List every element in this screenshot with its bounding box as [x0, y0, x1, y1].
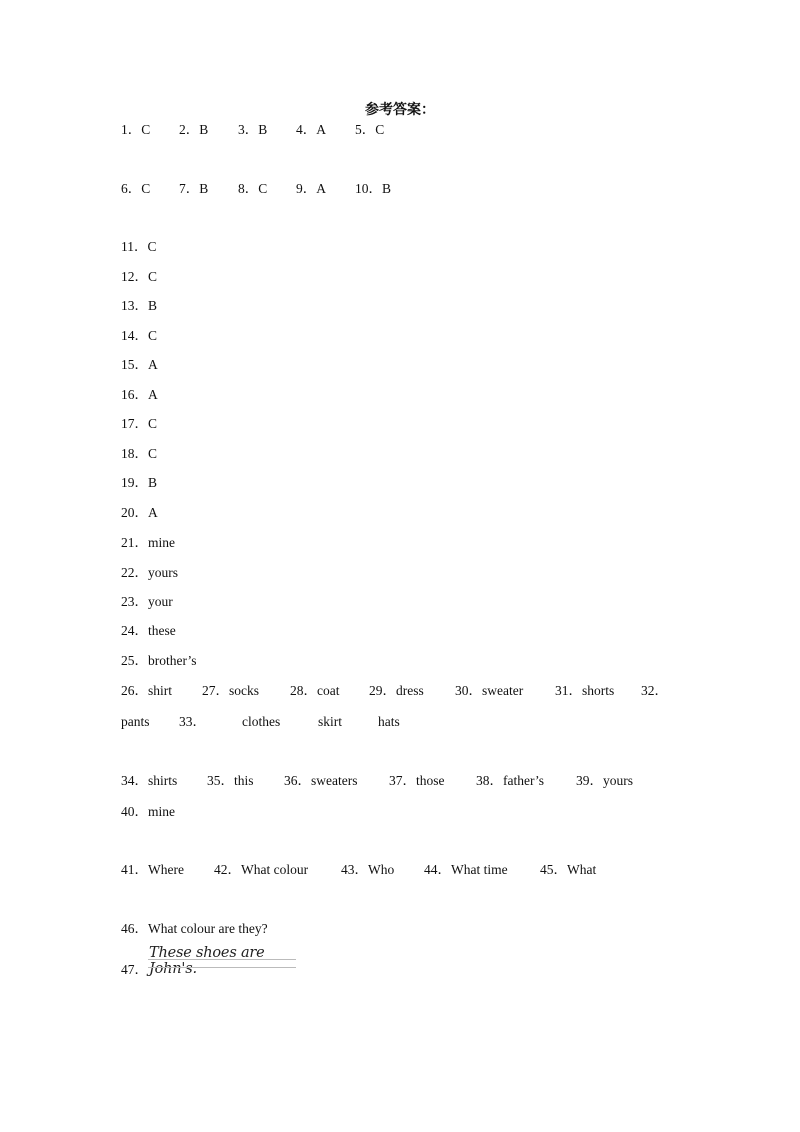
writing-guide-line-top: [148, 959, 296, 960]
answer-32-value: pants: [121, 714, 150, 729]
answer-28: 28．coat: [290, 683, 340, 698]
answer-22: 22．yours: [121, 565, 178, 580]
answer-34: 34．shirts: [121, 773, 178, 788]
answer-23: 23．your: [121, 594, 173, 609]
answer-16: 16．A: [121, 387, 158, 402]
writing-guide-line-bottom: [148, 967, 296, 968]
answer-5: 5．C: [355, 122, 385, 137]
handwritten-answer-text: These shoes are John's.: [149, 945, 265, 977]
answer-33-value-3: hats: [378, 714, 400, 729]
answer-7: 7．B: [179, 181, 209, 196]
answer-21: 21．mine: [121, 535, 175, 550]
answer-19: 19．B: [121, 475, 158, 490]
answer-35: 35．this: [207, 773, 254, 788]
answer-33-value-1: clothes: [242, 714, 281, 729]
answer-17: 17．C: [121, 416, 158, 431]
answer-1: 1．C: [121, 122, 151, 137]
answer-33: 33．: [179, 714, 206, 729]
handwritten-answer-47: [148, 944, 296, 977]
answer-43: 43．Who: [341, 862, 395, 877]
answer-45: 45．What: [540, 862, 597, 877]
answer-26: 26．shirt: [121, 683, 173, 698]
answer-25: 25．brother’s: [121, 653, 197, 668]
answer-38: 38．father’s: [476, 773, 544, 788]
answer-9: 9．A: [296, 181, 326, 196]
answer-14: 14．C: [121, 328, 158, 343]
answer-31: 31．shorts: [555, 683, 615, 698]
answer-40: 40．mine: [121, 804, 175, 819]
answer-42: 42．What colour: [214, 862, 309, 877]
answer-37: 37．those: [389, 773, 445, 788]
answer-15: 15．A: [121, 357, 158, 372]
answer-33-value-2: skirt: [318, 714, 343, 729]
answer-4: 4．A: [296, 122, 326, 137]
answer-29: 29．dress: [369, 683, 424, 698]
answer-3: 3．B: [238, 122, 268, 137]
answer-6: 6．C: [121, 181, 151, 196]
answer-24: 24．these: [121, 623, 176, 638]
answer-8: 8．C: [238, 181, 268, 196]
answer-2: 2．B: [179, 122, 209, 137]
answer-41: 41．Where: [121, 862, 184, 877]
answer-36: 36．sweaters: [284, 773, 358, 788]
answer-11: 11．C: [121, 239, 157, 254]
answer-key-title: 参考答案：: [365, 103, 435, 118]
answer-18: 18．C: [121, 446, 158, 461]
answer-27: 27．socks: [202, 683, 259, 698]
answer-46: 46．What colour are they?: [121, 921, 268, 936]
answer-30: 30．sweater: [455, 683, 524, 698]
answer-12: 12．C: [121, 269, 158, 284]
answer-32: 32．: [641, 683, 668, 698]
answer-13: 13．B: [121, 298, 158, 313]
answer-10: 10．B: [355, 181, 392, 196]
answer-47-label: 47．: [121, 962, 148, 977]
answer-39: 39．yours: [576, 773, 633, 788]
answer-20: 20．A: [121, 505, 158, 520]
answer-44: 44．What time: [424, 862, 508, 877]
